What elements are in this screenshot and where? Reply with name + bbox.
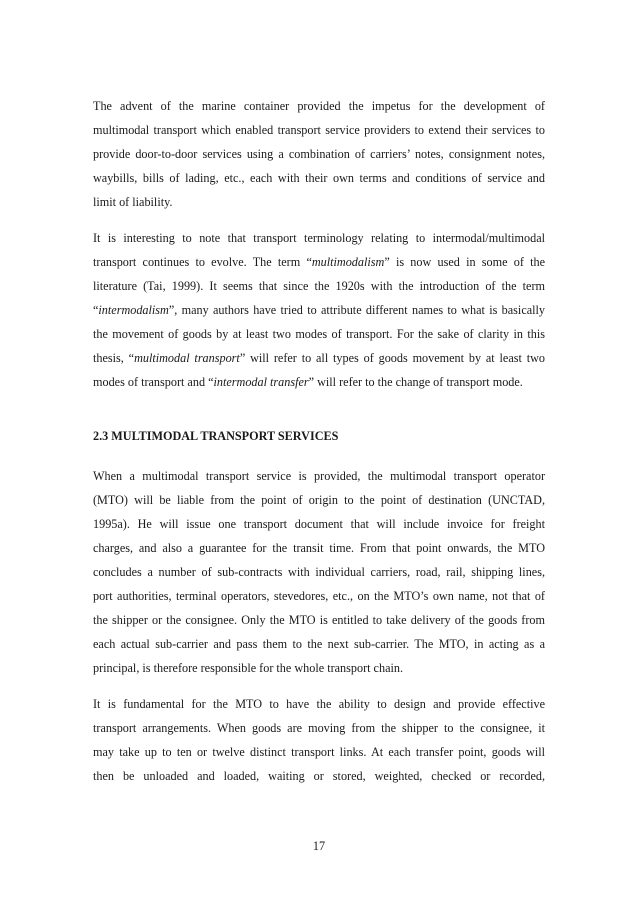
- paragraph-container-advent: [93, 94, 545, 214]
- text-line: It is interesting to note that transport terminology relating to intermodal/multimodal: [93, 231, 545, 245]
- paragraph-container-terminology: [93, 226, 545, 394]
- text-line: the shipper or the consignee. Only the MTO is entitled to take delivery of the goods from: [93, 613, 545, 627]
- text-line: then be unloaded and loaded, waiting or stored, weighted, checked or recorded,: [93, 769, 545, 783]
- text-line: [93, 250, 545, 274]
- text-line: waybills, bills of lading, etc., each with their own terms and conditions of service and: [93, 171, 545, 185]
- text-line: It is fundamental for the MTO to have the ability to design and provide effective: [93, 697, 545, 711]
- paragraph-container-fundamental: [93, 692, 545, 788]
- text-segment: transport continues to evolve. The term “: [93, 255, 312, 269]
- text-line: [93, 346, 545, 370]
- page-number: 17: [312, 839, 326, 853]
- section-heading: 2.3 MULTIMODAL TRANSPORT SERVICES: [93, 429, 339, 443]
- text-line: port authorities, terminal operators, stevedores, etc., on the MTO’s own name, not that of: [93, 589, 545, 603]
- text-line: When a multimodal transport service is provided, the multimodal transport operator: [93, 469, 545, 483]
- text-line: transport arrangements. When goods are moving from the shipper to the consignee, it: [93, 721, 545, 735]
- text-segment: modes of transport and “: [93, 375, 214, 389]
- text-line: the movement of goods by at least two modes of transport. For the sake of clarity in this: [93, 327, 545, 341]
- text-segment: thesis, “: [93, 351, 135, 365]
- text-line: may take up to ten or twelve distinct transport links. At each transfer point, goods will: [93, 745, 545, 759]
- text-segment: “: [93, 303, 99, 317]
- text-line: The advent of the marine container provided the impetus for the development of: [93, 99, 545, 113]
- text-line: principal, is therefore responsible for the whole transport chain.: [93, 661, 404, 675]
- text-line: provide door-to-door services using a combination of carriers’ notes, consignment notes,: [93, 147, 545, 161]
- emphasis-term: intermodal transfer: [213, 375, 309, 389]
- text-segment: ” is now used in some of the: [384, 255, 545, 269]
- text-line: [93, 370, 545, 394]
- text-line: charges, and also a guarantee for the transit time. From that point onwards, the MTO: [93, 541, 545, 555]
- text-line: each actual sub-carrier and pass them to the next sub-carrier. The MTO, in acting as a: [93, 637, 545, 651]
- text-line: literature (Tai, 1999). It seems that since the 1920s with the introduction of the term: [93, 279, 545, 293]
- emphasis-term: multimodal transport: [134, 351, 240, 365]
- text-line: [93, 298, 545, 322]
- text-line: 1995a). He will issue one transport document that will include invoice for freight: [93, 517, 545, 531]
- emphasis-term: multimodalism: [311, 255, 385, 269]
- text-line: (MTO) will be liable from the point of origin to the point of destination (UNCTAD,: [93, 493, 545, 507]
- text-line: multimodal transport which enabled transport service providers to extend their services to: [93, 123, 545, 137]
- text-line: limit of liability.: [93, 195, 173, 209]
- paragraph-container-mto: [93, 464, 545, 680]
- text-segment: ” will refer to the change of transport mode.: [308, 375, 523, 389]
- text-segment: ”, many authors have tried to attribute different names to what is basically: [168, 303, 545, 317]
- text-line: concludes a number of sub-contracts with individual carriers, road, rail, shipping lines,: [93, 565, 545, 579]
- emphasis-term: intermodalism: [98, 303, 169, 317]
- text-segment: ” will refer to all types of goods movement by at least two: [239, 351, 545, 365]
